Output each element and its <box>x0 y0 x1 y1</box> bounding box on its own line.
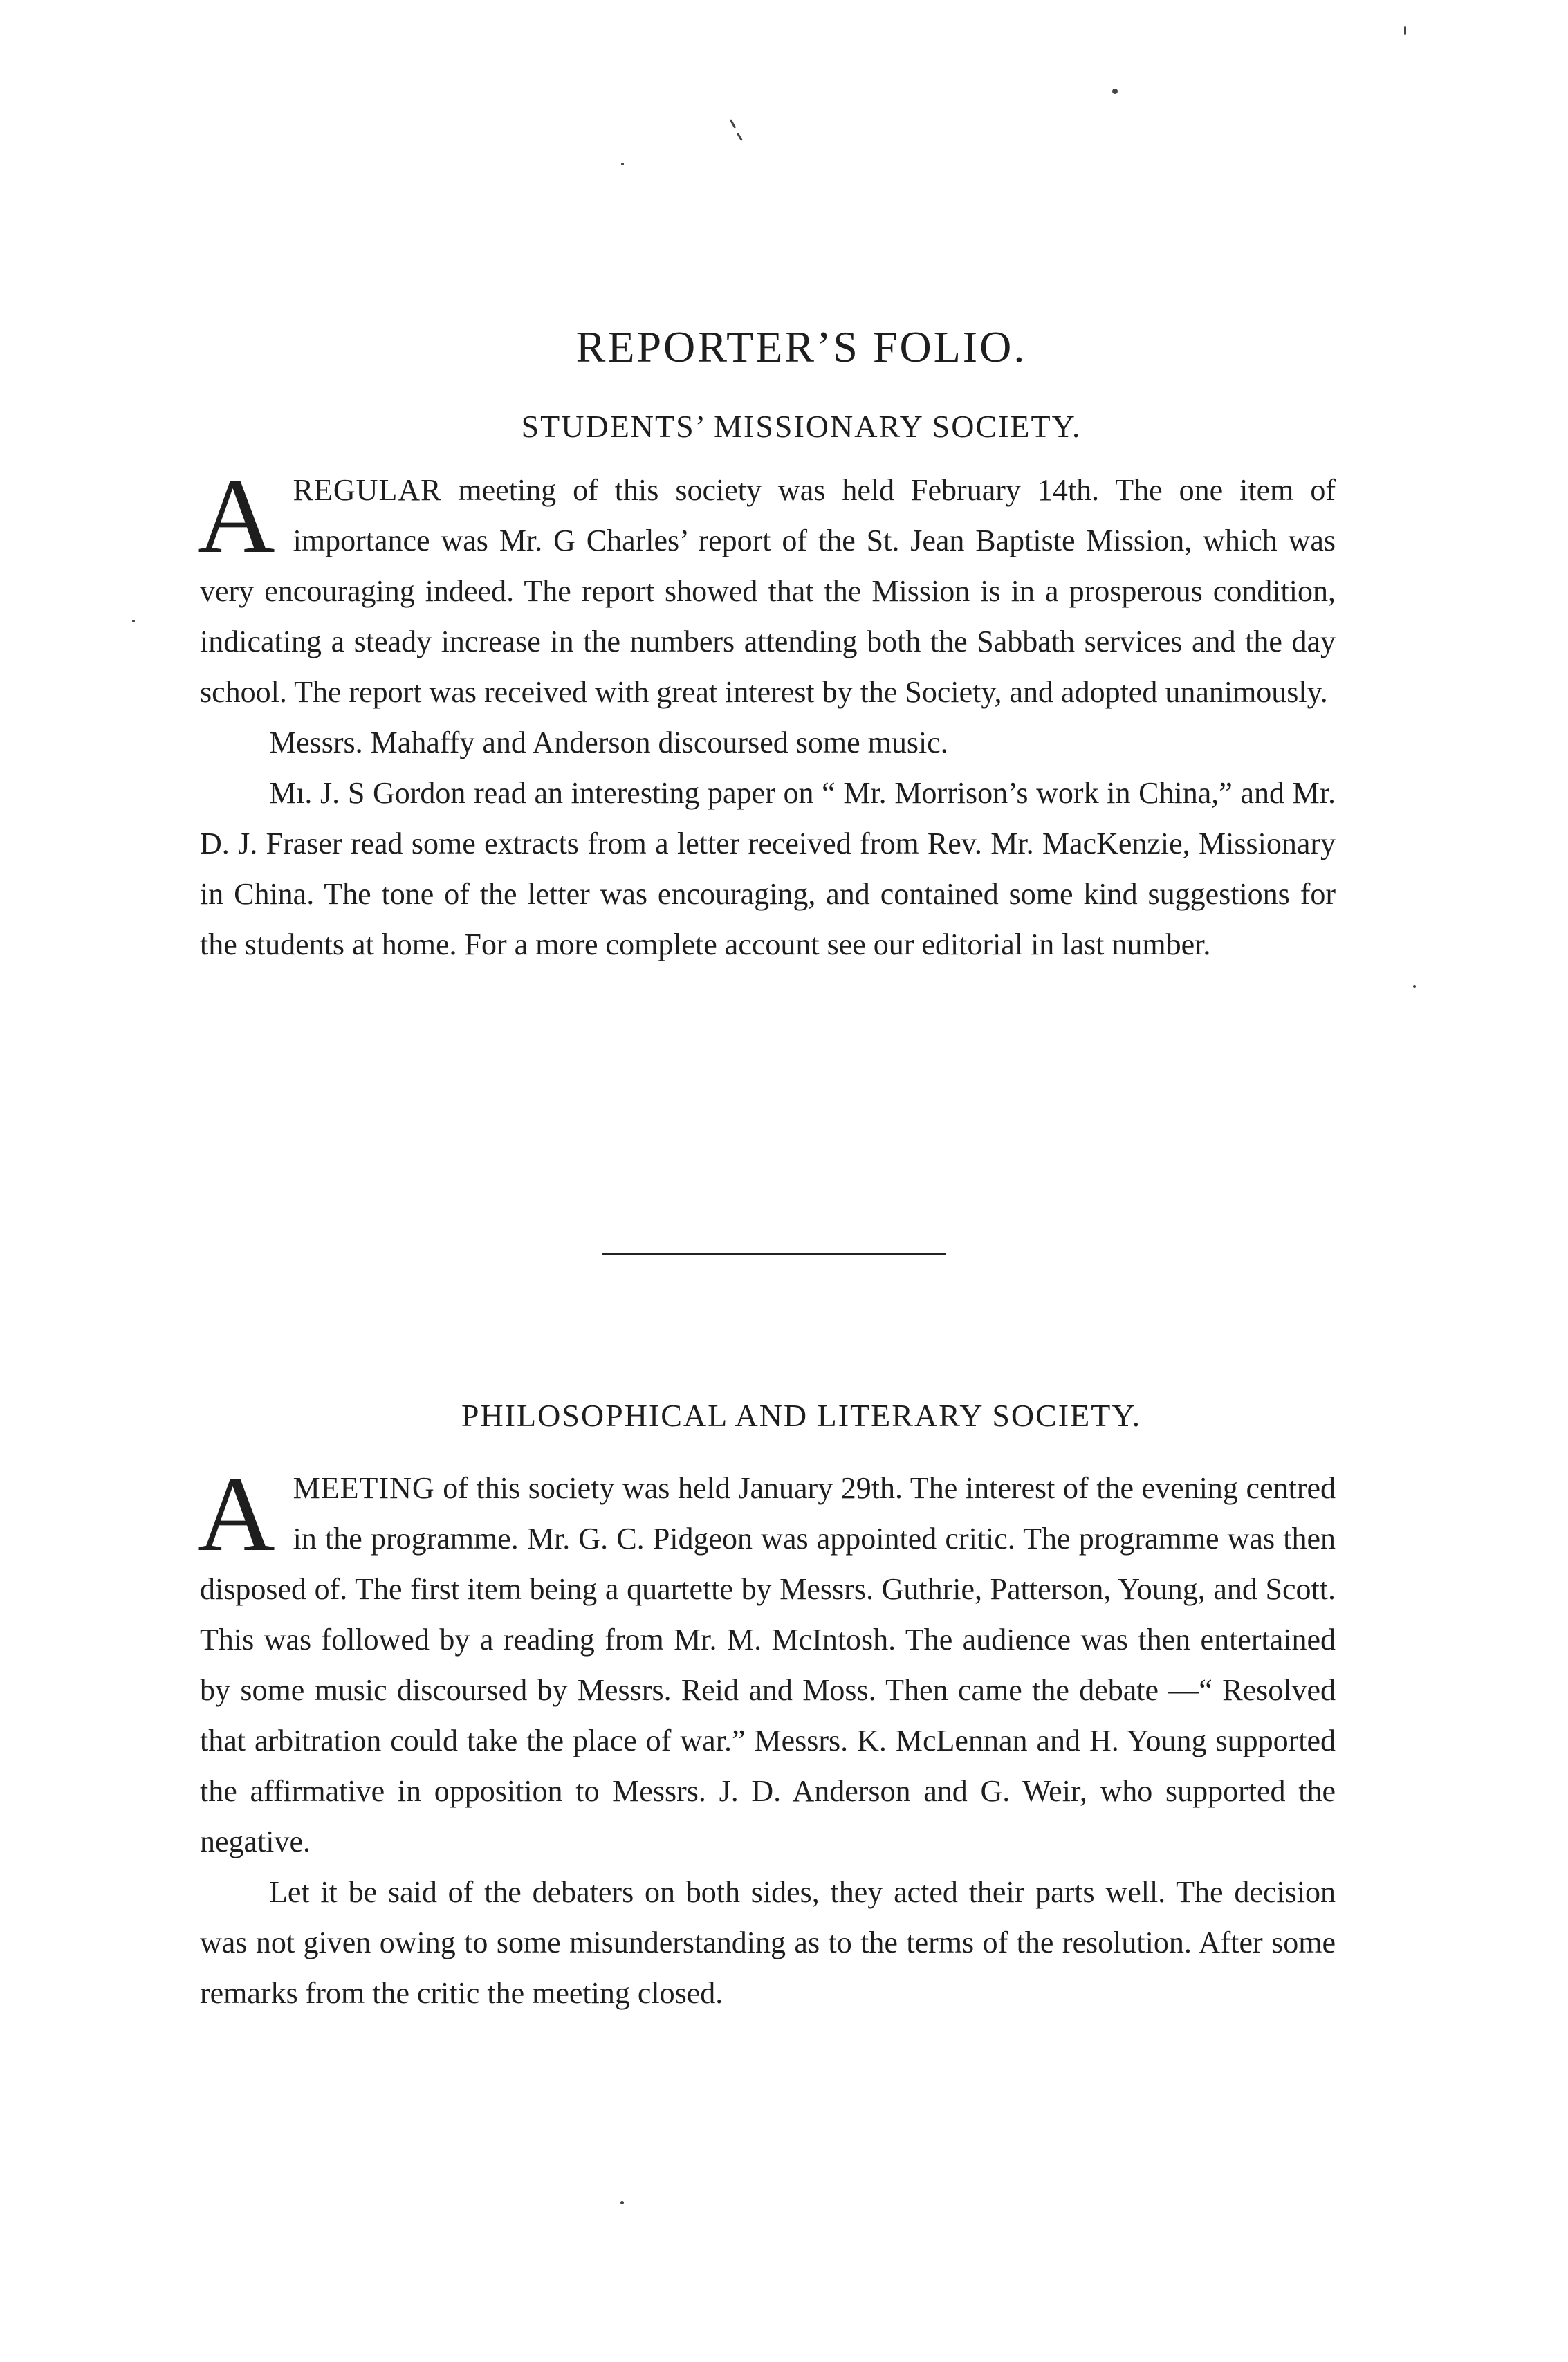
scan-speck <box>737 133 743 141</box>
section-divider <box>602 1253 946 1255</box>
scan-speck <box>620 2201 624 2204</box>
scan-speck <box>1112 89 1118 94</box>
missionary-society-heading: STUDENTS’ MISSIONARY SOCIETY. <box>521 409 1082 444</box>
missionary-paragraph-1 <box>197 456 1336 717</box>
philosophical-paragraph-1 <box>197 1454 1336 1867</box>
paragraph-text: meeting of this society was held February 14th. The one item of importance was Mr. G Charles’ report of the St. Jean Baptiste Mission, which was very encouraging indeed. The report showed that the Mission is in a prosperous condition, indicating a steady increase in the numbers attending both the Sabbath services and the day school. The report was received with great interest by the Society, and adopted unanimously. <box>200 473 1336 709</box>
philosophical-society-heading: PHILOSOPHICAL AND LITERARY SOCIETY. <box>461 1398 1142 1433</box>
drop-cap: A <box>197 456 275 575</box>
page-title: REPORTER’S FOLIO. <box>575 322 1027 371</box>
paragraph-text: of this society was held January 29th. The interest of the evening centred in the programme. Mr. G. C. Pidgeon was appointed critic. The programme was then disposed of. The first item being a quartette by Messrs. Guthrie, Patterson, Young, and Scott. This was followed by a reading from Mr. M. McIntosh. The audience was then entertained by some music discoursed by Messrs. Reid and Moss. Then came the debate —“ Resolved that arbitration could take the place of war.” Messrs. K. McLennan and H. Young supported the affirmative in opposition to Messrs. J. D. Anderson and G. Weir, who supported the negative. <box>200 1471 1336 1858</box>
scan-speck <box>1413 985 1416 988</box>
philosophical-paragraph-2: Let it be said of the debaters on both sides, they acted their parts well. The decision was not given owing to some misunderstanding as to the terms of the resolution. After some remarks from the critic the meeting closed. <box>200 1875 1336 2010</box>
scan-speck <box>132 620 135 622</box>
lead-word: REGULAR <box>293 473 442 507</box>
scan-speck <box>1404 26 1406 35</box>
missionary-society-article <box>197 456 1336 970</box>
scan-speck <box>621 163 624 165</box>
missionary-paragraph-3: Mı. J. S Gordon read an interesting paper on “ Mr. Morrison’s work in China,” and Mr. D. J. Fraser read some extracts from a letter received from Rev. Mr. MacKenzie, Missionary in China. The tone of the letter was encouraging, and contained some kind suggestions for the students at home. For a more complete account see our editorial in last number. <box>200 776 1336 961</box>
drop-cap: A <box>197 1454 275 1574</box>
lead-word: MEETING <box>293 1471 435 1505</box>
missionary-paragraph-2: Messrs. Mahaffy and Anderson discoursed some music. <box>269 726 948 759</box>
scan-speck <box>730 119 737 129</box>
philosophical-society-article <box>197 1454 1336 2018</box>
